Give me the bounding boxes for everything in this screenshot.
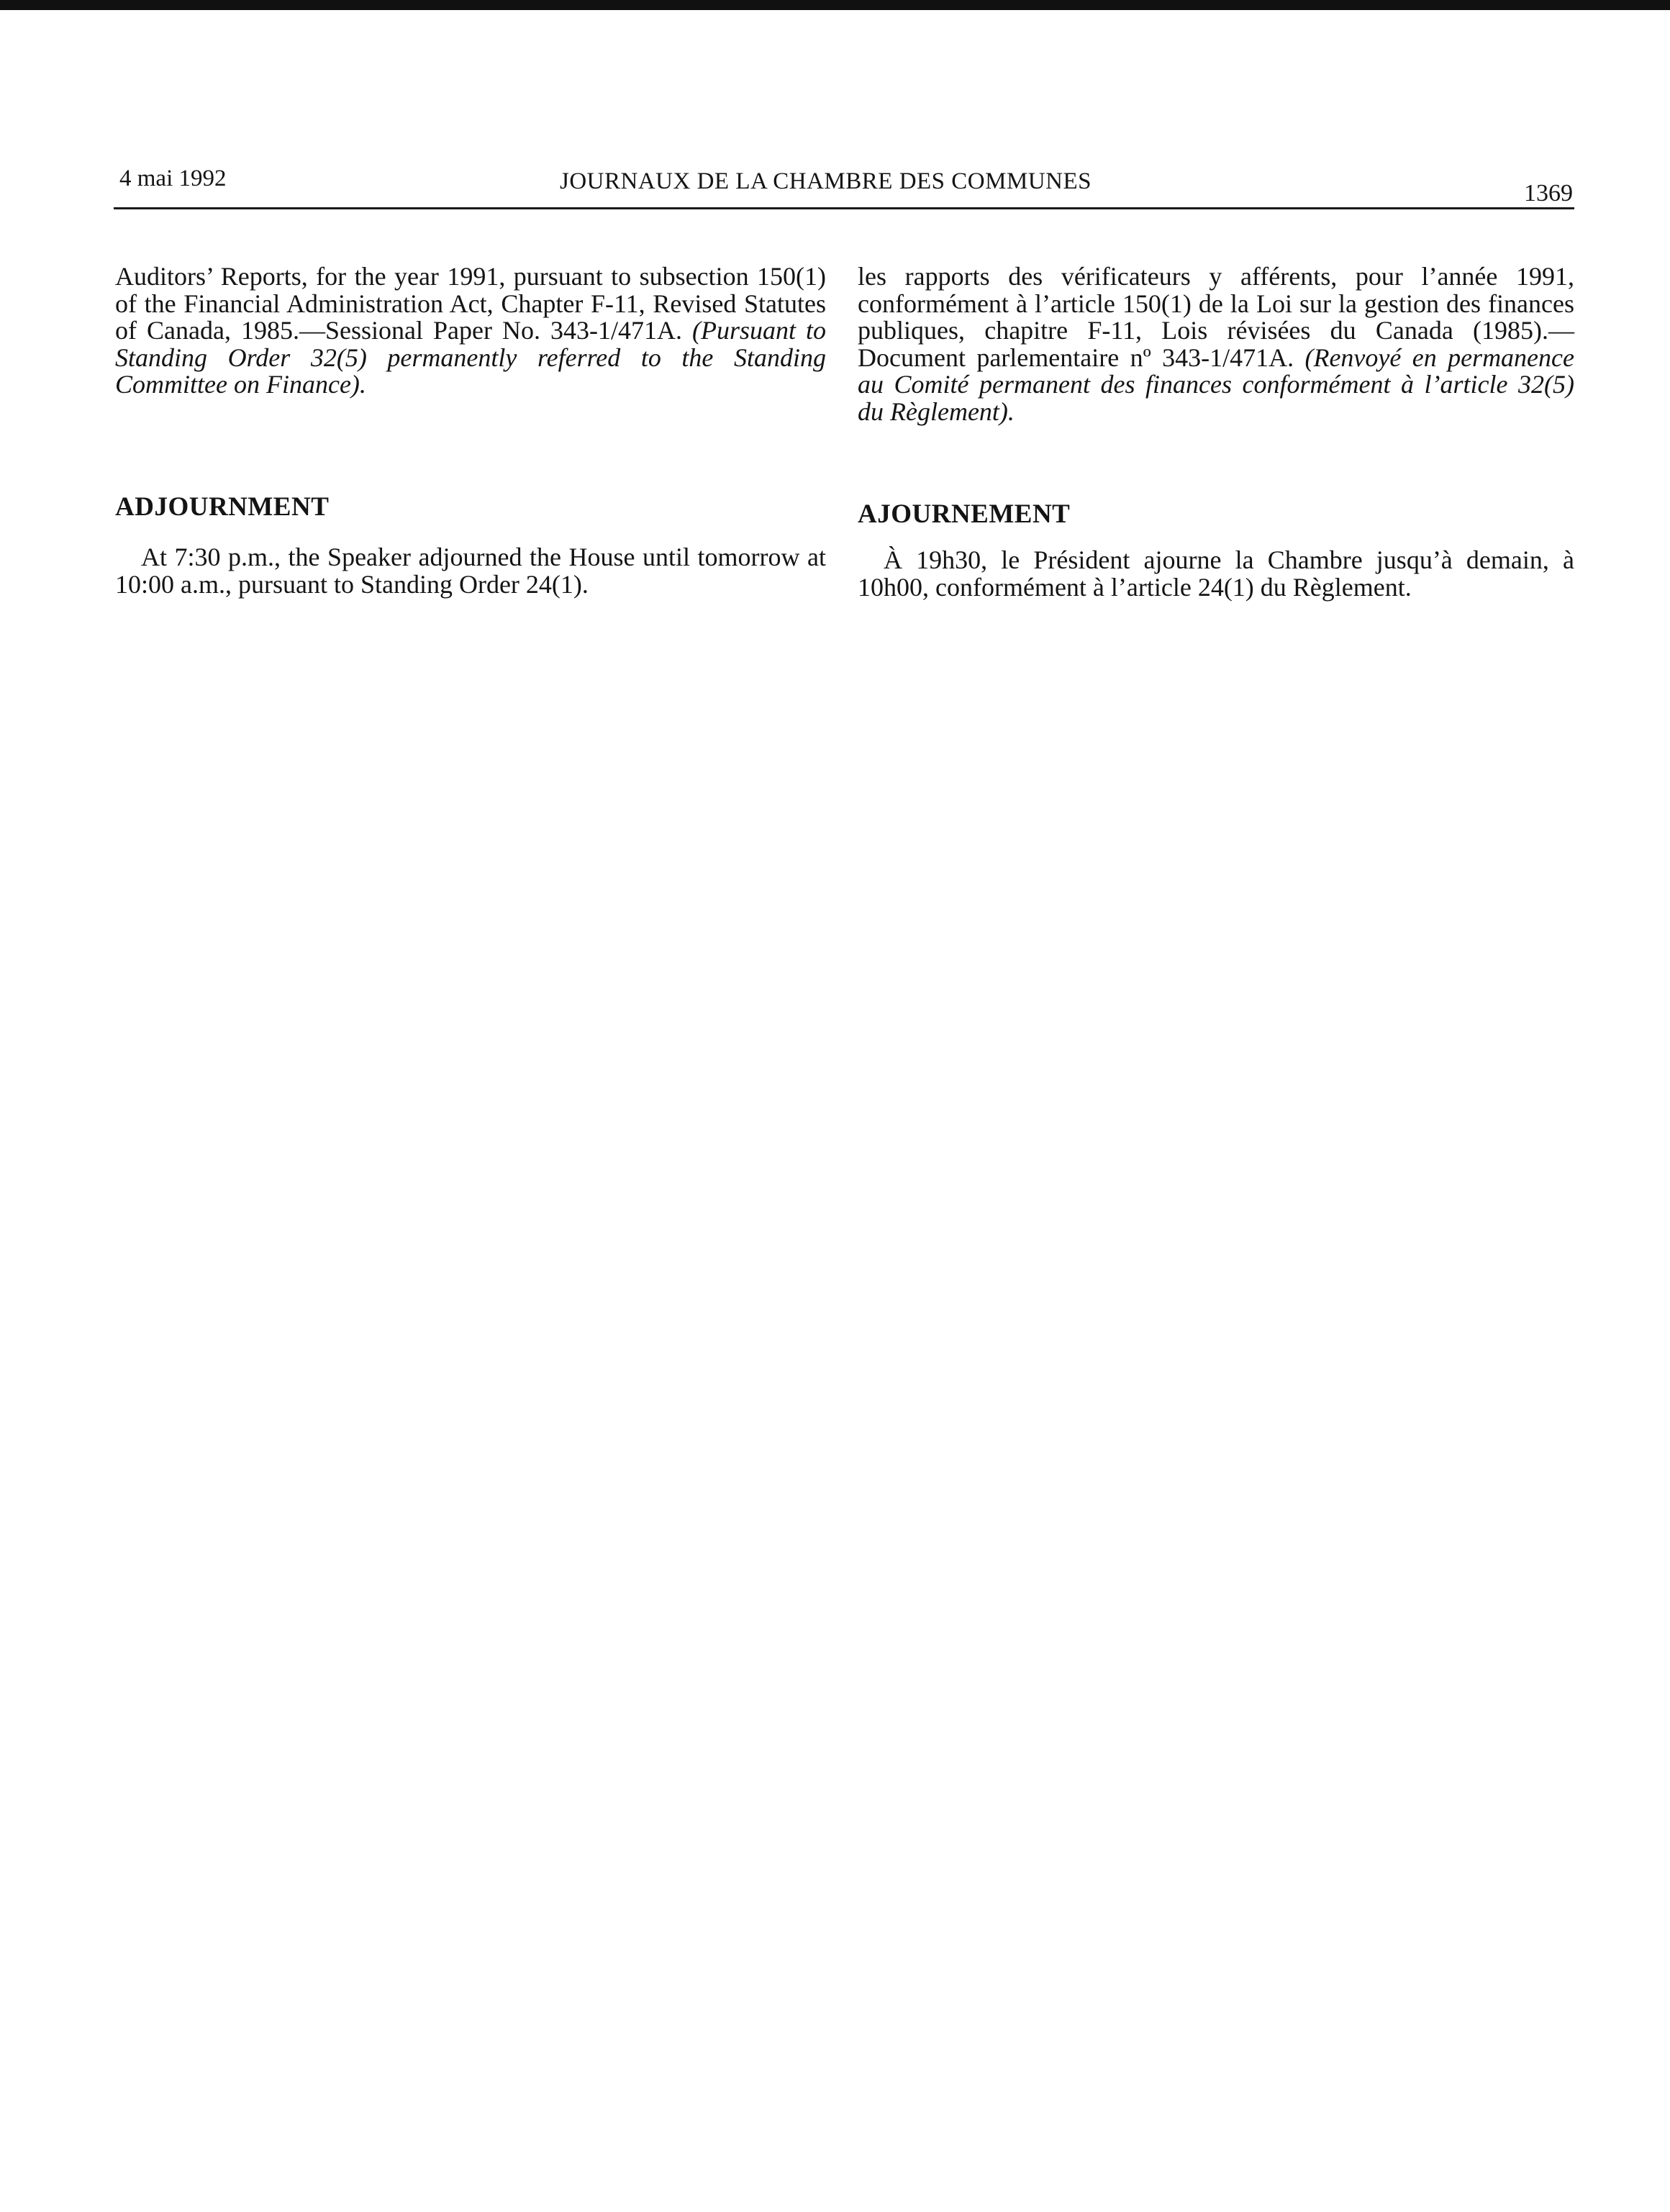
english-sessional-paper-text: Auditors’ Reports, for the year 1991, pursuant to subsection 150(1) of the Financial Administration Act, Chapter F-11, Revised Statutes of Canada, 1985.—Sessional Paper No. 343-1/471A. [115,262,826,345]
header-date: 4 mai 1992 [119,166,227,191]
english-column [115,262,826,599]
english-adjournment-heading: ADJOURNMENT [115,492,330,522]
french-adjournment-heading: AJOURNEMENT [858,499,1071,529]
french-sessional-paper-referral: (Renvoyé en permanence au Comité permanent des finances conformément à l’article 32(5) du Règlement). [858,343,1574,426]
header-page-number: 1369 [1524,180,1573,207]
french-sessional-paper-text: les rapports des vérificateurs y afférents, pour l’année 1991, conformément à l’article 150(1) de la Loi sur la gestion des finances publiques, chapitre F-11, Lois révisées du Canada (1985).—Document parlementaire nº 343-1/471A. [858,262,1574,372]
french-sessional-paper-paragraph [858,263,1574,425]
header-journal-title: JOURNAUX DE LA CHAMBRE DES COMMUNES [560,168,1092,194]
french-adjournment-text: À 19h30, le Président ajourne la Chambre jusqu’à demain, à 10h00, conformément à l’article 24(1) du Règlement. [858,545,1574,602]
running-head [114,164,1574,209]
french-column [858,262,1574,602]
english-sessional-paper-referral: (Pursuant to Standing Order 32(5) permanently referred to the Standing Committee on Finance). [115,316,826,399]
english-sessional-paper-paragraph [115,263,826,399]
english-adjournment-text: At 7:30 p.m., the Speaker adjourned the House until tomorrow at 10:00 a.m., pursuant to Standing Order 24(1). [115,543,826,599]
